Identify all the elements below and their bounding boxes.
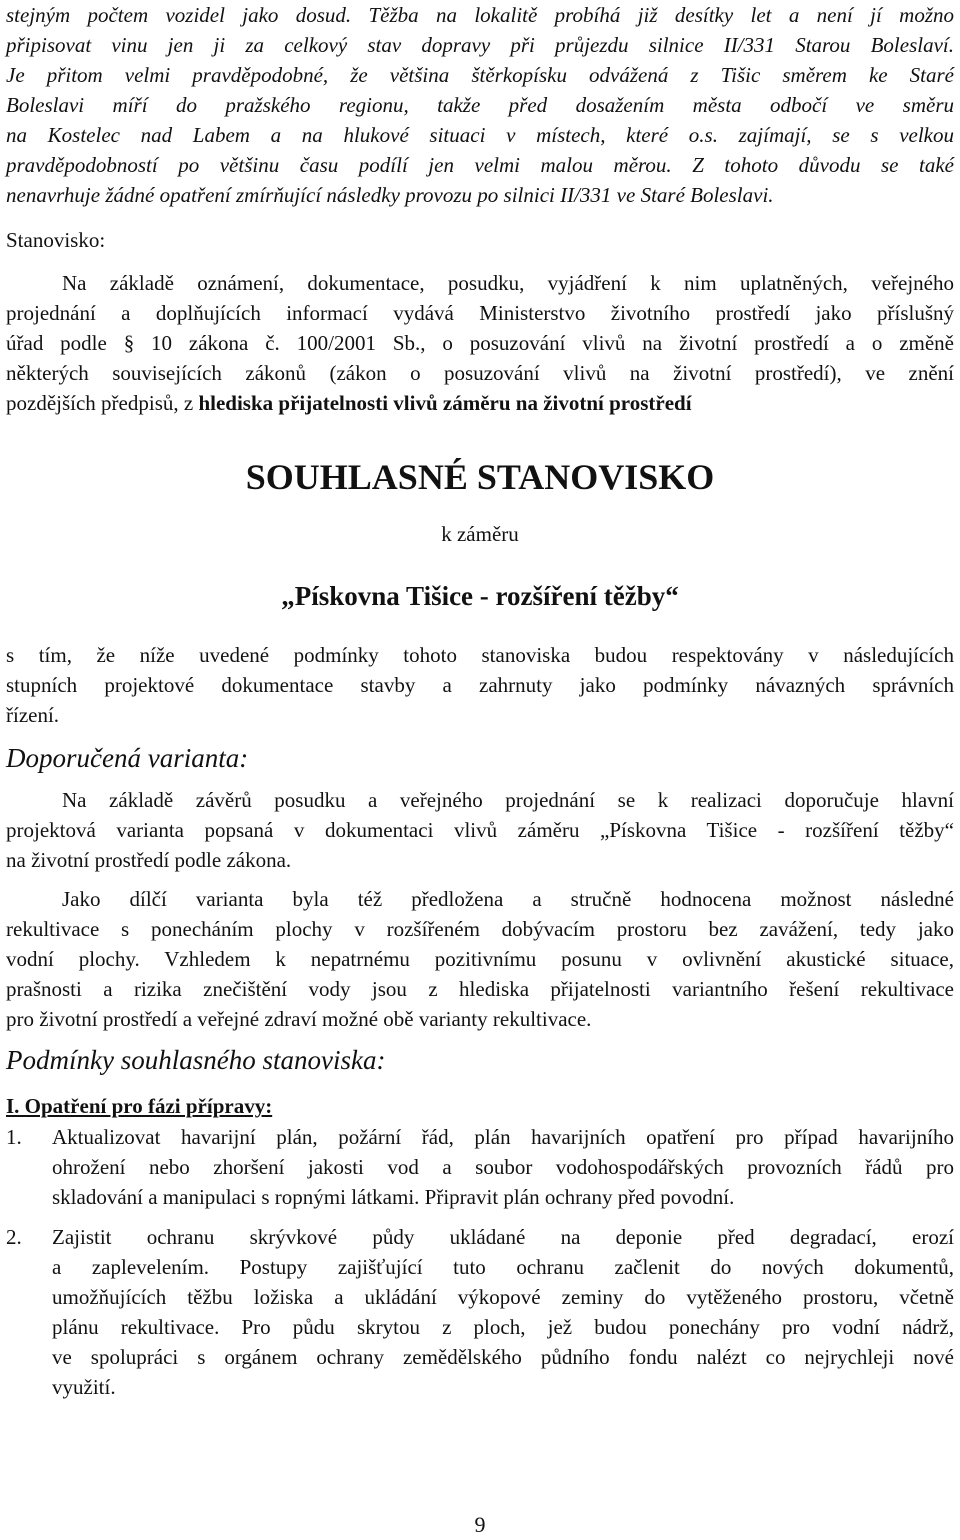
variant-line: Na základě závěrů posudku a veřejného projednání se k realizaci doporučuje hlavní <box>62 788 954 812</box>
variant-paragraph-2 <box>6 884 954 1034</box>
condition-line: skladování a manipulaci s ropnými látkami. Připravit plán ochrany před povodní. <box>52 1185 735 1209</box>
variant-line: vodní plochy. Vzhledem k nepatrnému pozitivnímu posunu v ovlivnění akustické situace, <box>6 947 954 971</box>
condition-line: umožňujících těžbu ložiska a ukládání výkopové zeminy do vytěženého prostoru, včetně <box>52 1285 954 1309</box>
condition-line: využití. <box>52 1375 116 1399</box>
stanovisko-last-plain: pozdějších předpisů, z <box>6 391 194 415</box>
page-number: 9 <box>474 1512 486 1537</box>
condition-number: 2. <box>6 1225 22 1249</box>
stanovisko-line: projednání a doplňujících informací vydává Ministerstvo životního prostředí jako příslušný <box>6 301 954 325</box>
stanovisko-label: Stanovisko: <box>6 228 106 252</box>
intro-paragraph <box>6 0 954 210</box>
condition-line: ohrožení nebo zhoršení jakosti vod a soubor vodohospodářských provozních řádů pro <box>52 1155 954 1179</box>
variant-line: projektová varianta popsaná v dokumentaci vlivů záměru „Pískovna Tišice - rozšíření těžby“ <box>6 818 954 842</box>
intro-line: stejným počtem vozidel jako dosud. Těžba na lokalitě probíhá již desítky let a není jí možno <box>6 3 954 27</box>
variant-line: rekultivace s ponecháním plochy v rozšířeném dobývacím prostoru bez zavážení, tedy jako <box>6 917 954 941</box>
stanovisko-last-line <box>6 388 954 418</box>
variant-heading: Doporučená varianta: <box>6 743 249 773</box>
condition-line: ve spolupráci s orgánem ochrany zemědělského půdního fondu nalézt co nejrychleji nové <box>52 1345 954 1369</box>
conditions-intro-line: s tím, že níže uvedené podmínky tohoto stanoviska budou respektovány v následujících <box>6 643 954 667</box>
variant-line: pro životní prostředí a veřejné zdraví možné obě varianty rekultivace. <box>6 1007 592 1031</box>
variant-line: prašnosti a rizika znečištění vody jsou z hlediska přijatelnosti variantního řešení rekultivace <box>6 977 954 1001</box>
intro-line: Je přitom velmi pravděpodobné, že většina štěrkopísku odvážená z Tišic směrem ke Staré <box>6 63 954 87</box>
intro-line: Boleslavi míří do pražského regionu, takže před dosažením města odbočí ve směru <box>6 93 954 117</box>
conditions-intro-line: řízení. <box>6 703 60 727</box>
decision-title: SOUHLASNÉ STANOVISKO <box>245 457 715 497</box>
condition-line: Zajistit ochranu skrývkové půdy ukládané na deponie před degradací, erozí <box>52 1225 954 1249</box>
conditions-intro-paragraph <box>6 640 954 730</box>
condition-number: 1. <box>6 1125 22 1149</box>
stanovisko-paragraph <box>6 268 954 418</box>
variant-line: na životní prostředí podle zákona. <box>6 848 292 872</box>
stanovisko-last-bold: hlediska přijatelnosti vlivů záměru na životní prostředí <box>198 391 692 415</box>
variant-line: Jako dílčí varianta byla též předložena a stručně hodnocena možnost následné <box>62 887 954 911</box>
stanovisko-line: Na základě oznámení, dokumentace, posudku, vyjádření k nim uplatněných, veřejného <box>62 271 954 295</box>
intro-line: nenavrhuje žádné opatření zmírňující následky provozu po silnici II/331 ve Staré Boleslavi. <box>6 183 774 207</box>
condition-line: Aktualizovat havarijní plán, požární řád, plán havarijních opatření pro případ havarijního <box>52 1125 954 1149</box>
decision-subtitle: k záměru <box>441 522 519 546</box>
section-title: I. Opatření pro fázi přípravy: <box>6 1094 273 1118</box>
variant-paragraph-1 <box>6 785 954 875</box>
stanovisko-line: úřad podle § 10 zákona č. 100/2001 Sb., o posuzování vlivů na životní prostředí a o změně <box>6 331 954 355</box>
project-name: „Pískovna Tišice - rozšíření těžby“ <box>281 581 679 611</box>
stanovisko-line: některých souvisejících zákonů (zákon o posuzování vlivů na životní prostředí), ve znění <box>6 361 954 385</box>
condition-line: a zaplevelením. Postupy zajišťující tuto ochranu začlenit do nových dokumentů, <box>52 1255 954 1279</box>
conditions-heading: Podmínky souhlasného stanoviska: <box>6 1045 386 1075</box>
condition-line: plánu rekultivace. Pro půdu skrytou z ploch, jež budou ponechány pro vodní nádrž, <box>52 1315 954 1339</box>
conditions-intro-line: stupních projektové dokumentace stavby a zahrnuty jako podmínky návazných správních <box>6 673 954 697</box>
intro-line: na Kostelec nad Labem a na hlukové situaci v místech, které o.s. zajímají, se s velkou <box>6 123 954 147</box>
intro-line: pravděpodobností po většinu času podílí jen velmi malou měrou. Z tohoto důvodu se také <box>6 153 954 177</box>
intro-line: připisovat vinu jen ji za celkový stav dopravy při průjezdu silnice II/331 Starou Boleslaví. <box>6 33 954 57</box>
